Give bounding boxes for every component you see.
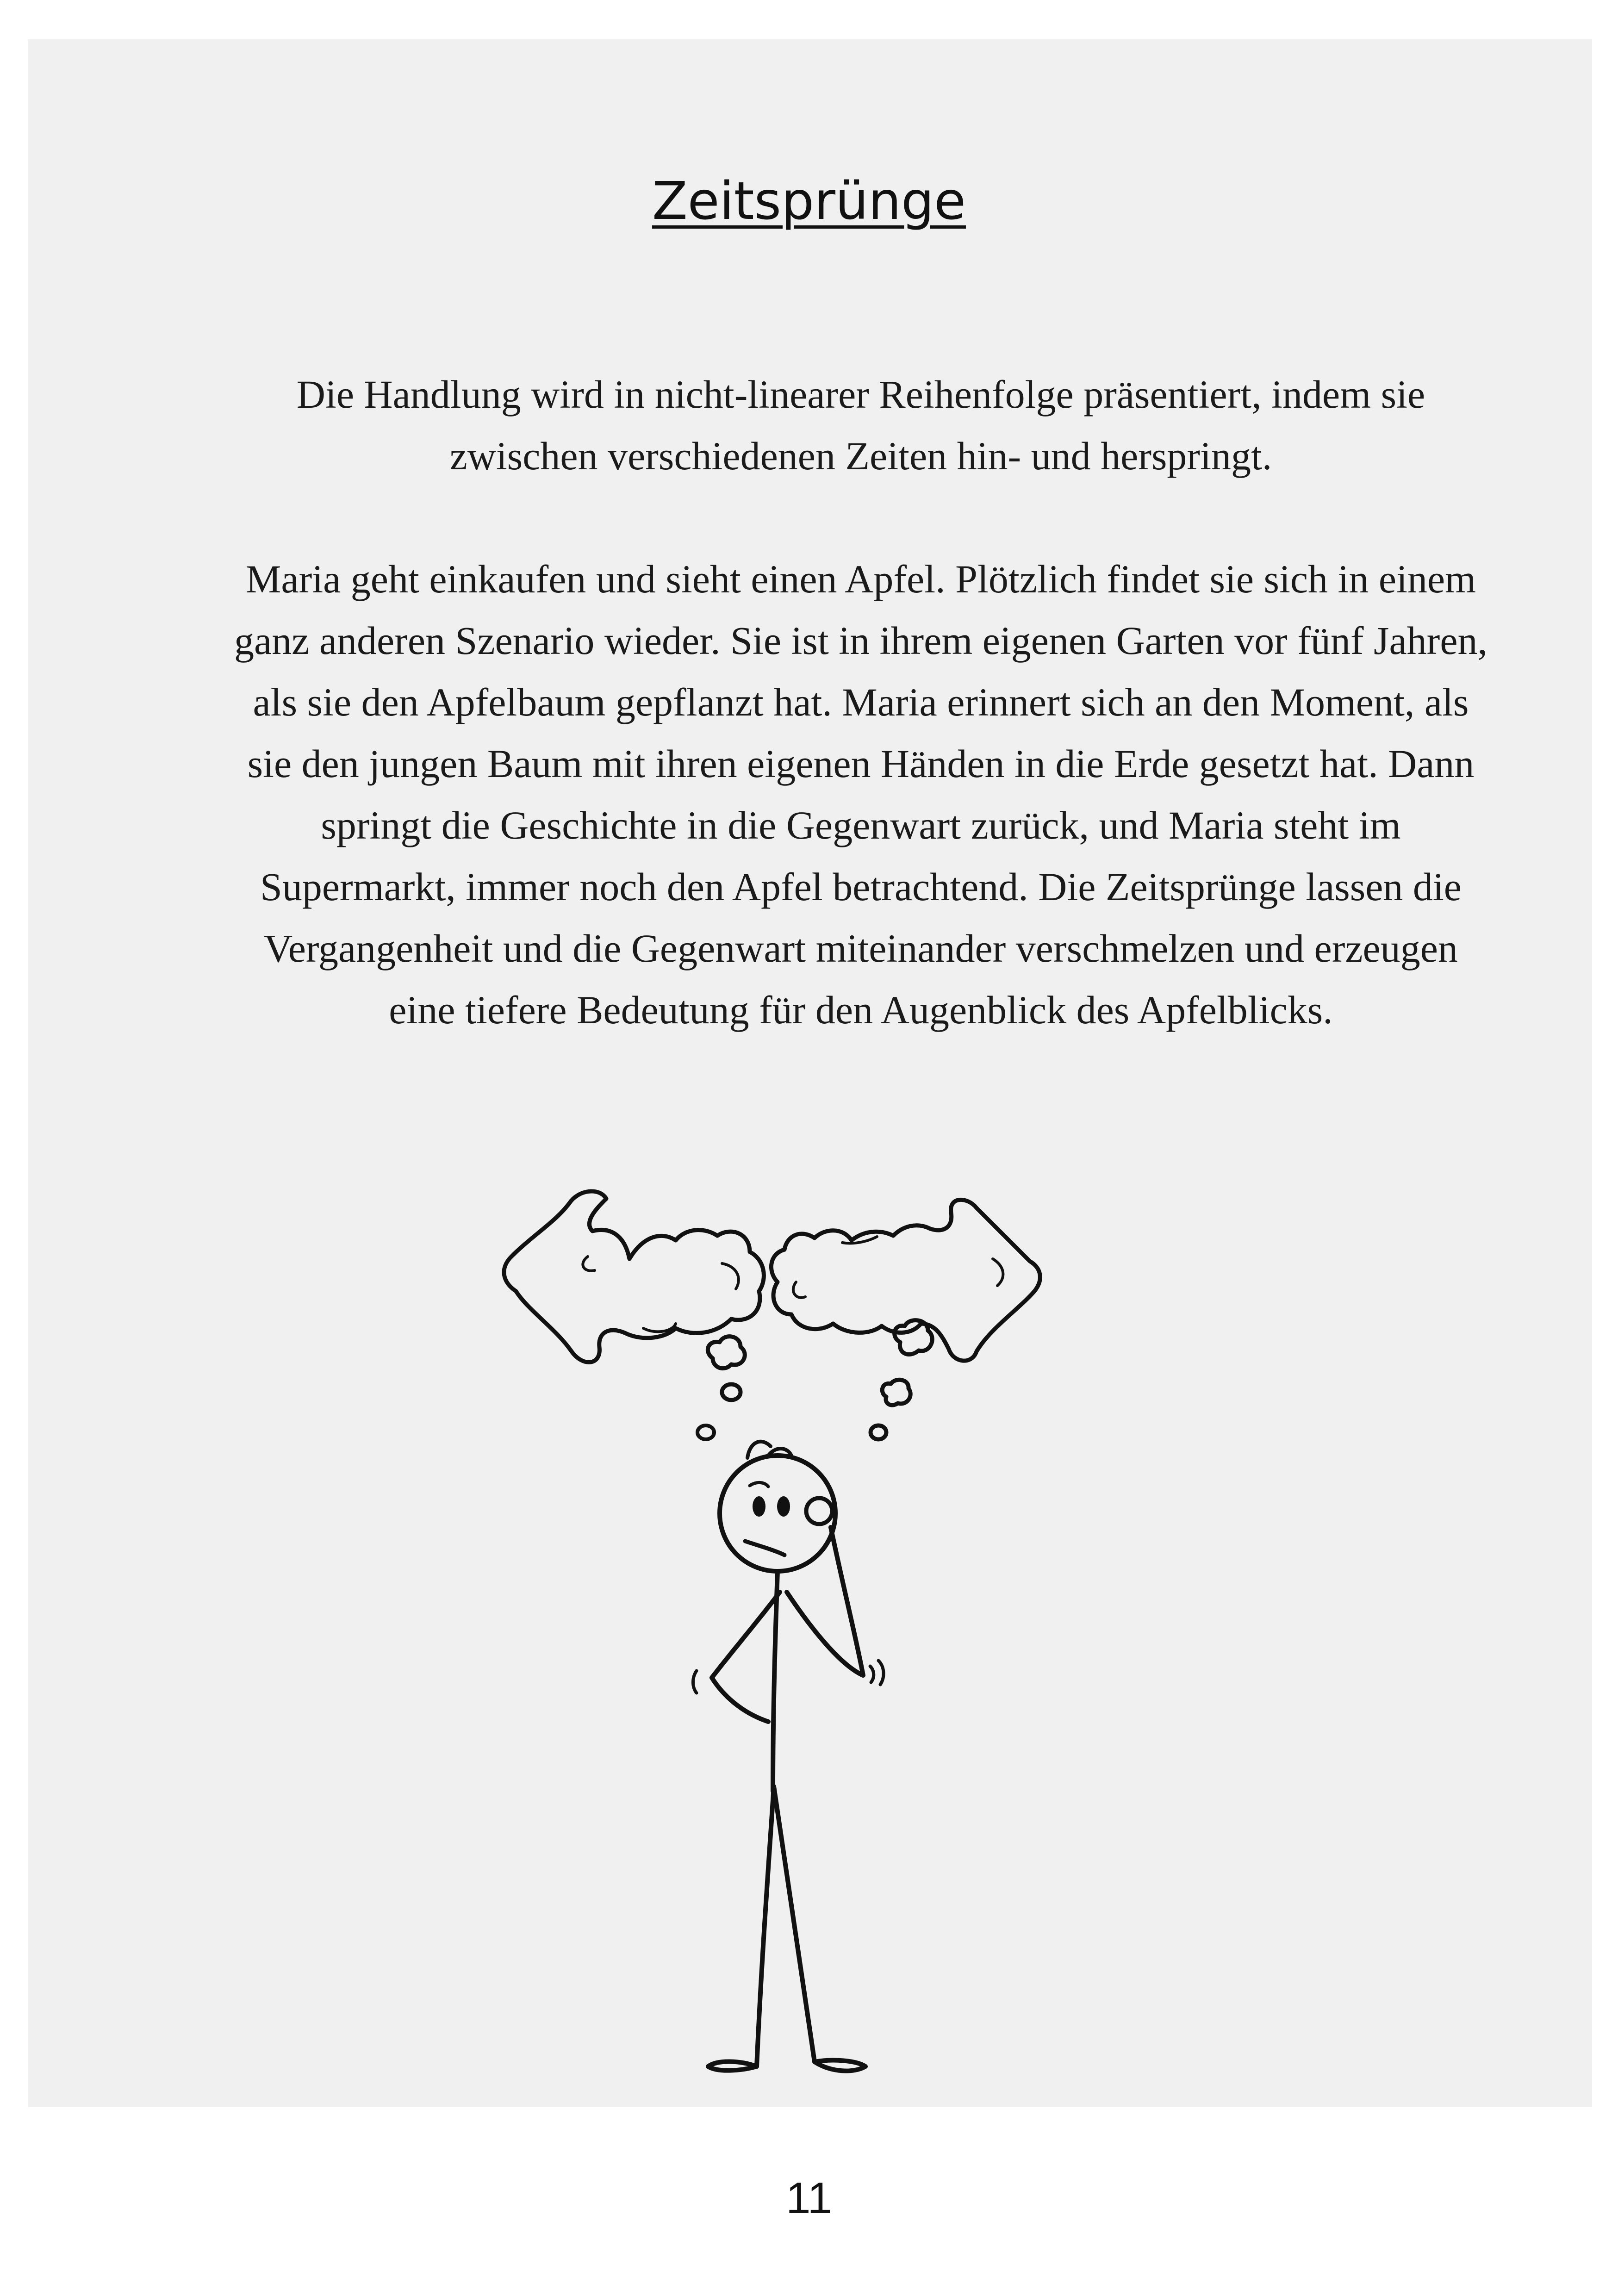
- intro-paragraph: Die Handlung wird in nicht-linearer Reihenfolge präsentiert, indem sie zwischen verschiedenen Zeiten hin- und herspringt.: [296, 372, 1425, 478]
- thinking-stick-figure-illustration: [491, 1176, 1129, 2092]
- stick-figure-body-icon: [693, 1527, 884, 2071]
- page-number: 11: [786, 2173, 832, 2223]
- small-cloud-puff-icon: [697, 1425, 714, 1439]
- left-arrow-cloud-icon: [504, 1191, 764, 1400]
- stick-figure-head-icon: [720, 1442, 835, 1571]
- page-title: Zeitsprünge: [652, 171, 966, 231]
- right-arrow-cloud-icon: [771, 1200, 1040, 1439]
- example-paragraph: Maria geht einkaufen und sieht einen Apfel. Plötzlich findet sie sich in einem ganz anderen Szenario wieder. Sie ist in ihrem eigenen Garten vor fünf Jahren, als sie den Apfelbaum gepflanzt hat. Maria erinnert sich an den Moment, als sie den jungen Baum mit ihren eigenen Händen in die Erde gesetzt hat. Dann springt die Geschichte in die Gegenwart zurück, und Maria steht im Supermarkt, immer noch den Apfel betrachtend. Die Zeitsprünge lassen die Vergangenheit und die Gegenwart miteinander verschmelzen und erzeugen eine tiefere Bedeutung für den Augenblick des Apfelblicks.: [234, 557, 1487, 1032]
